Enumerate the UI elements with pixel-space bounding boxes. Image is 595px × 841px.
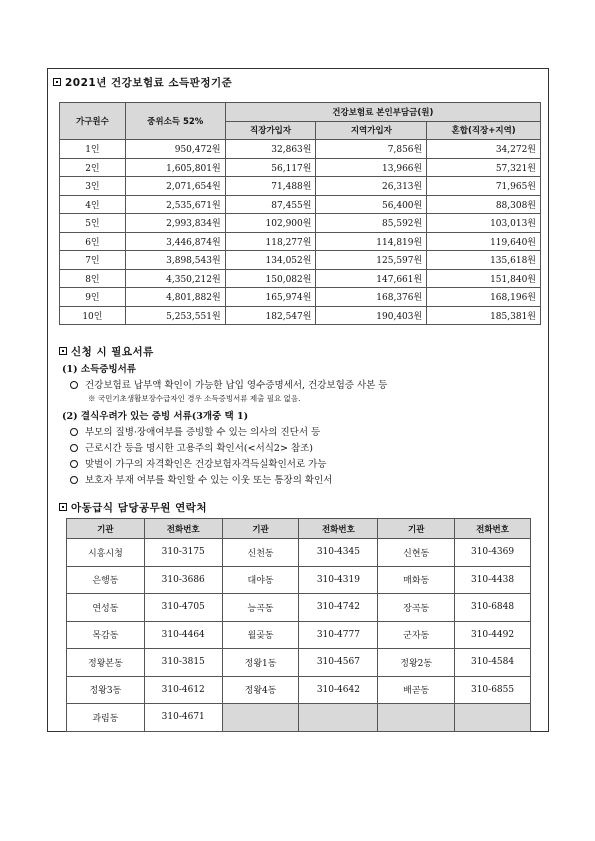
header-phone: 전화번호	[144, 519, 222, 539]
header-agency: 기관	[222, 519, 299, 539]
cell-regional: 56,400원	[316, 195, 427, 214]
cell-agency: 정왕1동	[222, 649, 299, 677]
cell-agency: 월곶동	[222, 621, 299, 649]
cell-agency: 배곧동	[378, 676, 455, 704]
cell-household: 5인	[60, 214, 126, 233]
cell-agency: 대야동	[222, 566, 299, 594]
contact-row	[67, 649, 531, 677]
cell-mixed: 151,840원	[427, 269, 541, 288]
cell-phone: 310-4777	[299, 621, 378, 649]
cell-workplace: 134,052원	[225, 251, 316, 270]
square-bullet-icon	[53, 78, 61, 86]
cell-workplace: 56,117원	[225, 158, 316, 177]
cell-mixed: 135,618원	[427, 251, 541, 270]
cell-phone: 310-4567	[299, 649, 378, 677]
cell-agency: 시흥시청	[67, 539, 145, 567]
docs-sub2: (2) 결식우려가 있는 증빙 서류(3개중 택 1)	[62, 411, 249, 422]
contact-row	[67, 594, 531, 622]
cell-phone: 310-4742	[299, 594, 378, 622]
cell-agency: 연성동	[67, 594, 145, 622]
contact-table	[66, 518, 531, 732]
cell-mixed: 71,965원	[427, 177, 541, 196]
header-median: 중위소득 52%	[125, 103, 225, 140]
cell-median: 4,801,882원	[125, 288, 225, 307]
header-regional: 지역가입자	[316, 121, 427, 140]
square-bullet-icon	[59, 503, 67, 511]
cell-median: 5,253,551원	[125, 306, 225, 325]
income-row	[60, 232, 541, 251]
cell-workplace: 32,863원	[225, 140, 316, 159]
cell-regional: 125,597원	[316, 251, 427, 270]
header-phone: 전화번호	[299, 519, 378, 539]
cell-regional: 13,966원	[316, 158, 427, 177]
header-mixed: 혼합(직장+지역)	[427, 121, 541, 140]
docs-sub1: (1) 소득증빙서류	[62, 364, 136, 375]
income-section-title: 2021년 건강보험료 소득판정기준	[53, 75, 232, 90]
cell-household: 8인	[60, 269, 126, 288]
cell-agency: 목감동	[67, 621, 145, 649]
cell-median: 950,472원	[125, 140, 225, 159]
cell-agency: 군자동	[378, 621, 455, 649]
cell-phone: 310-4492	[455, 621, 531, 649]
cell-agency: 매화동	[378, 566, 455, 594]
cell-agency: 정왕4동	[222, 676, 299, 704]
cell-workplace: 150,082원	[225, 269, 316, 288]
cell-phone: 310-4705	[144, 594, 222, 622]
cell-median: 1,605,801원	[125, 158, 225, 177]
income-row	[60, 214, 541, 233]
income-criteria-table	[59, 102, 541, 325]
cell-phone: 310-3175	[144, 539, 222, 567]
cell-agency: 신현동	[378, 539, 455, 567]
cell-phone	[299, 704, 378, 732]
docs-item1: 건강보험료 납부액 확인이 가능한 납입 영수증명세서, 건강보험증 사본 등	[60, 377, 388, 391]
cell-agency: 은행동	[67, 566, 145, 594]
contact-section-title: 아동급식 담당공무원 연락처	[59, 500, 207, 515]
cell-median: 2,993,834원	[125, 214, 225, 233]
cell-household: 6인	[60, 232, 126, 251]
cell-phone: 310-4671	[144, 704, 222, 732]
cell-household: 9인	[60, 288, 126, 307]
cell-workplace: 118,277원	[225, 232, 316, 251]
cell-workplace: 87,455원	[225, 195, 316, 214]
circle-bullet-icon	[70, 476, 78, 484]
income-row	[60, 195, 541, 214]
income-row	[60, 269, 541, 288]
cell-household: 3인	[60, 177, 126, 196]
cell-median: 2,071,654원	[125, 177, 225, 196]
circle-bullet-icon	[70, 444, 78, 452]
cell-phone: 310-4464	[144, 621, 222, 649]
income-row	[60, 177, 541, 196]
cell-mixed: 88,308원	[427, 195, 541, 214]
cell-regional: 168,376원	[316, 288, 427, 307]
cell-phone: 310-4642	[299, 676, 378, 704]
square-bullet-icon	[59, 347, 67, 355]
docs-section-title: 신청 시 필요서류	[59, 344, 154, 359]
cell-phone: 310-3686	[144, 566, 222, 594]
cell-phone: 310-3815	[144, 649, 222, 677]
header-workplace: 직장가입자	[225, 121, 316, 140]
cell-mixed: 57,321원	[427, 158, 541, 177]
circle-bullet-icon	[70, 428, 78, 436]
income-row	[60, 306, 541, 325]
cell-workplace: 71,488원	[225, 177, 316, 196]
docs-note: ※ 국민기초생활보장수급자인 경우 소득증빙서류 제출 필요 없음.	[88, 394, 301, 403]
circle-bullet-icon	[70, 460, 78, 468]
cell-phone: 310-4369	[455, 539, 531, 567]
cell-agency: 정왕3동	[67, 676, 145, 704]
cell-agency: 신천동	[222, 539, 299, 567]
cell-phone: 310-4345	[299, 539, 378, 567]
cell-workplace: 182,547원	[225, 306, 316, 325]
header-agency: 기관	[67, 519, 145, 539]
cell-regional: 190,403원	[316, 306, 427, 325]
income-row	[60, 251, 541, 270]
header-premium-group: 건강보험료 본인부담금(원)	[225, 103, 540, 122]
circle-bullet-icon	[70, 381, 78, 389]
cell-phone: 310-6855	[455, 676, 531, 704]
docs-item2-3: 맞벌이 가구의 자격확인은 건강보험자격득실확인서로 가능	[60, 456, 327, 470]
income-row	[60, 140, 541, 159]
cell-household: 10인	[60, 306, 126, 325]
contact-row	[67, 539, 531, 567]
contact-row	[67, 676, 531, 704]
docs-item2-1: 부모의 질병·장애여부를 증빙할 수 있는 의사의 진단서 등	[60, 424, 320, 438]
cell-agency: 정왕본동	[67, 649, 145, 677]
income-table-body	[60, 140, 541, 325]
cell-agency: 과림동	[67, 704, 145, 732]
cell-household: 1인	[60, 140, 126, 159]
cell-regional: 114,819원	[316, 232, 427, 251]
income-row	[60, 158, 541, 177]
income-row	[60, 288, 541, 307]
cell-regional: 147,661원	[316, 269, 427, 288]
cell-phone: 310-4584	[455, 649, 531, 677]
contact-row	[67, 621, 531, 649]
cell-mixed: 185,381원	[427, 306, 541, 325]
cell-agency: 장곡동	[378, 594, 455, 622]
header-phone: 전화번호	[455, 519, 531, 539]
cell-median: 3,446,874원	[125, 232, 225, 251]
cell-regional: 85,592원	[316, 214, 427, 233]
cell-mixed: 103,013원	[427, 214, 541, 233]
cell-median: 4,350,212원	[125, 269, 225, 288]
cell-median: 2,535,671원	[125, 195, 225, 214]
cell-household: 2인	[60, 158, 126, 177]
cell-workplace: 102,900원	[225, 214, 316, 233]
cell-phone: 310-4612	[144, 676, 222, 704]
contact-table-body	[67, 539, 531, 732]
cell-regional: 7,856원	[316, 140, 427, 159]
cell-mixed: 34,272원	[427, 140, 541, 159]
cell-agency: 능곡동	[222, 594, 299, 622]
cell-household: 4인	[60, 195, 126, 214]
cell-mixed: 168,196원	[427, 288, 541, 307]
cell-household: 7인	[60, 251, 126, 270]
header-household: 가구원수	[60, 103, 126, 140]
cell-phone	[455, 704, 531, 732]
docs-item2-2: 근로시간 등을 명시한 고용주의 확인서(<서식2> 참조)	[60, 440, 313, 454]
cell-regional: 26,313원	[316, 177, 427, 196]
cell-mixed: 119,640원	[427, 232, 541, 251]
cell-phone: 310-6848	[455, 594, 531, 622]
docs-item2-4: 보호자 부재 여부를 확인할 수 있는 이웃 또는 통장의 확인서	[60, 472, 332, 486]
cell-agency	[222, 704, 299, 732]
cell-median: 3,898,543원	[125, 251, 225, 270]
header-agency: 기관	[378, 519, 455, 539]
cell-phone: 310-4438	[455, 566, 531, 594]
cell-phone: 310-4319	[299, 566, 378, 594]
cell-workplace: 165,974원	[225, 288, 316, 307]
cell-agency: 정왕2동	[378, 649, 455, 677]
contact-row	[67, 704, 531, 732]
contact-row	[67, 566, 531, 594]
cell-agency	[378, 704, 455, 732]
